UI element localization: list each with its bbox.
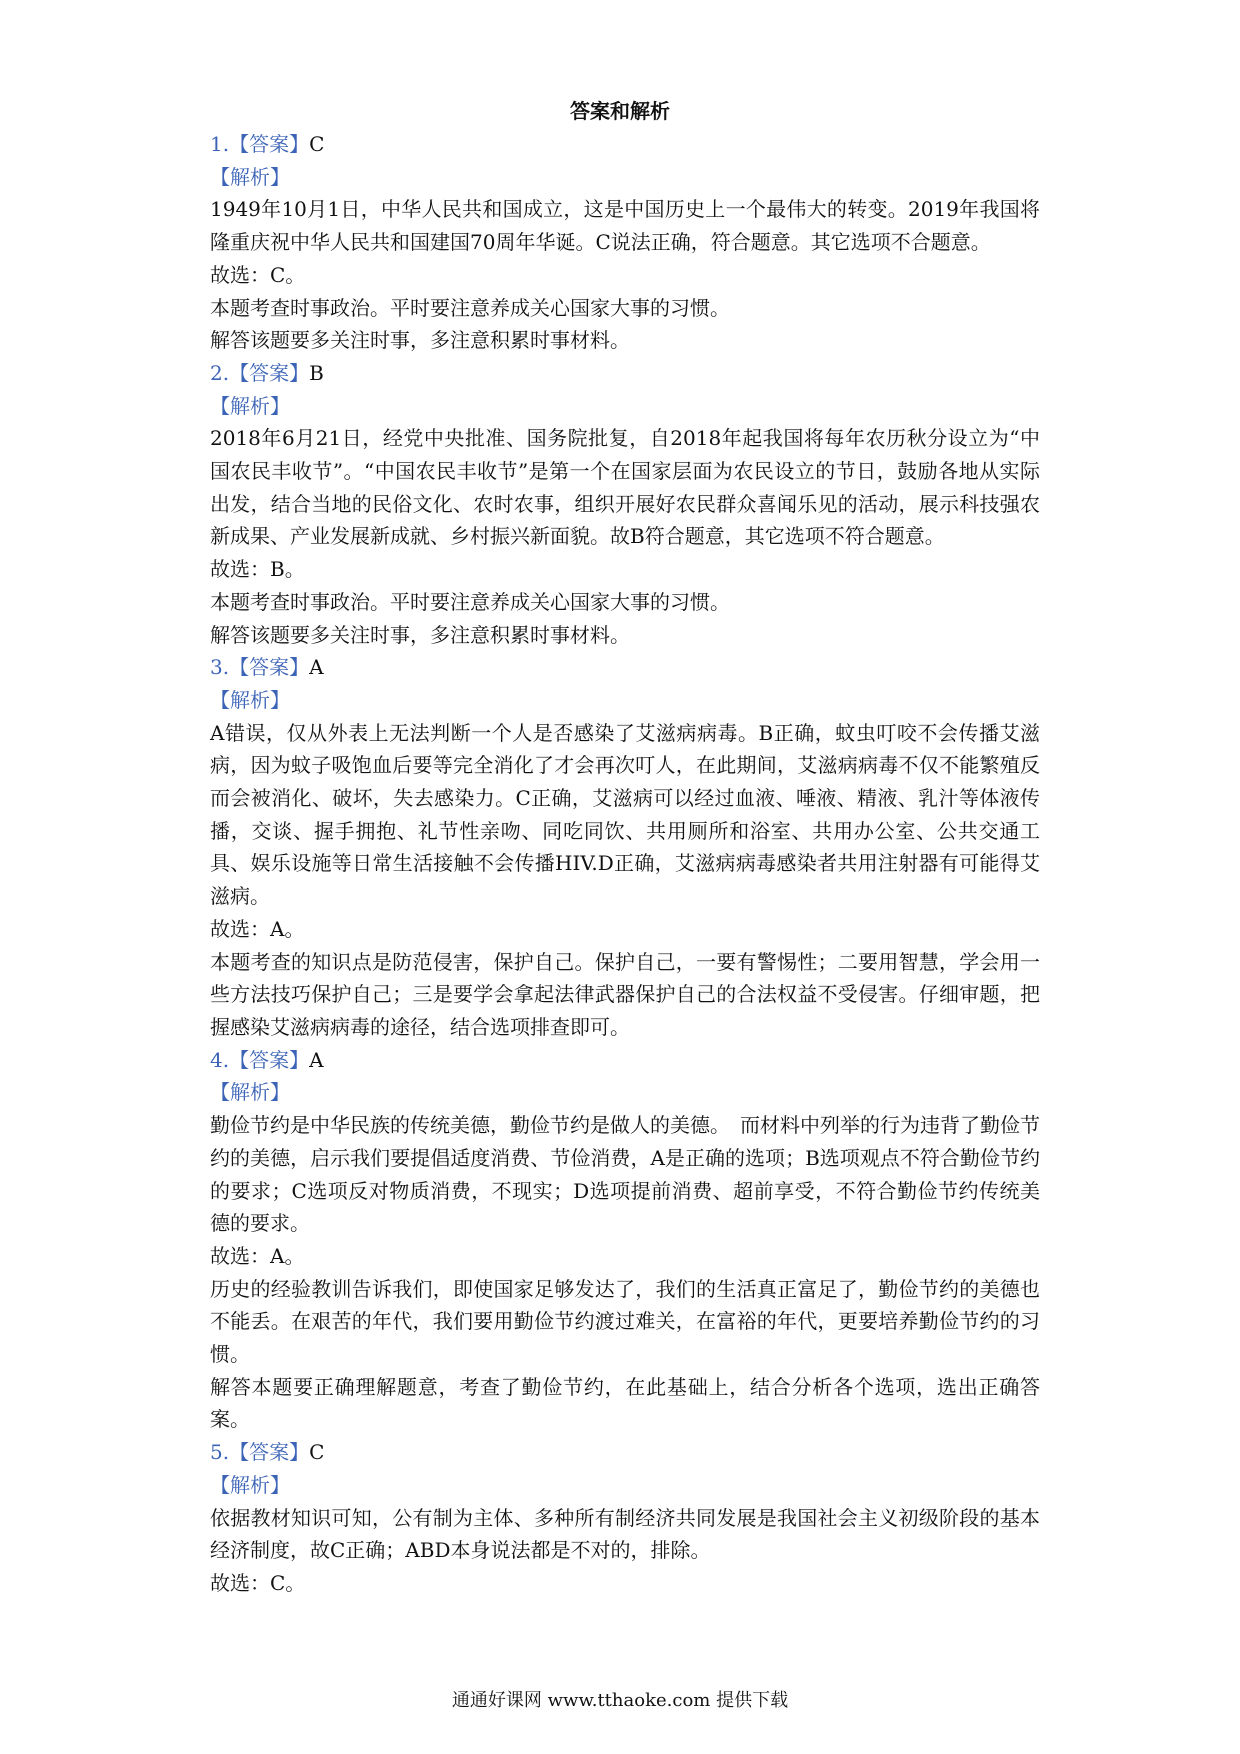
choice-line: 故选：C。 xyxy=(210,1570,306,1595)
analysis-label: 【解析】 xyxy=(210,1472,290,1497)
choice-line: 故选：C。 xyxy=(210,262,306,287)
page-title: 答案和解析 xyxy=(570,99,670,123)
question-1 xyxy=(210,128,1040,357)
note-paragraph: 解答该题要多关注时事，多注意积累时事材料。 xyxy=(210,328,630,353)
analysis-label: 【解析】 xyxy=(210,1080,290,1105)
analysis-paragraph: A错误，仅从外表上无法判断一个人是否感染了艾滋病病毒。B正确，蚊虫叮咬不会传播艾滋病，因为蚊子吸饱血后要等完全消化了才会再次叮人，在此期间，艾滋病病毒不仅不能繁殖反而会被消化、破坏，失去感染力。C正确，艾滋病可以经过血液、唾液、精液、乳汁等体液传播，交谈、握手拥抱、礼节性亲吻、同吃同饮、共用厕所和浴室、共用办公室、公共交通工具、娱乐设施等日常生活接触不会传播HIV.D正确，艾滋病病毒感染者共用注射器有可能得艾滋病。 xyxy=(210,720,1040,909)
analysis-label: 【解析】 xyxy=(210,164,290,189)
answer-value: A xyxy=(309,1047,324,1072)
answer-label: 3.【答案】 xyxy=(210,655,310,680)
answer-line xyxy=(210,651,1040,684)
answer-value: C xyxy=(309,132,325,156)
answer-line xyxy=(210,357,1040,390)
choice-line: 故选：A。 xyxy=(210,916,305,941)
answer-value: B xyxy=(309,360,324,385)
answer-line xyxy=(210,128,1040,161)
analysis-paragraph: 2018年6月21日，经党中央批准、国务院批复，自2018年起我国将每年农历秋分设立为“中国农民丰收节”。“中国农民丰收节”是第一个在国家层面为农民设立的节日，鼓励各地从实际出发，结合当地的民俗文化、农时农事，组织开展好农民群众喜闻乐见的活动，展示科技强农新成果、产业发展新成就、乡村振兴新面貌。故B符合题意，其它选项不符合题意。 xyxy=(210,426,1040,549)
answer-label: 2.【答案】 xyxy=(210,360,310,385)
note-paragraph: 解答本题要正确理解题意，考查了勤俭节约，在此基础上，结合分析各个选项，选出正确答案。 xyxy=(210,1374,1040,1432)
answer-label: 5.【答案】 xyxy=(210,1440,310,1465)
note-paragraph: 解答该题要多关注时事，多注意积累时事材料。 xyxy=(210,622,630,647)
answer-line xyxy=(210,1044,1040,1077)
answer-content xyxy=(210,128,1040,1600)
answer-label: 4.【答案】 xyxy=(210,1047,310,1072)
note-paragraph: 本题考查时事政治。平时要注意养成关心国家大事的习惯。 xyxy=(210,589,730,614)
answer-value: C xyxy=(309,1440,325,1465)
note-paragraph: 历史的经验教训告诉我们，即使国家足够发达了，我们的生活真正富足了，勤俭节约的美德也不能丢。在艰苦的年代，我们要用勤俭节约渡过难关，在富裕的年代，更要培养勤俭节约的习惯。 xyxy=(210,1276,1040,1367)
note-paragraph: 本题考查的知识点是防范侵害，保护自己。保护自己，一要有警惕性；二要用智慧，学会用一些方法技巧保护自己；三是要学会拿起法律武器保护自己的合法权益不受侵害。仔细审题，把握感染艾滋病病毒的途径，结合选项排查即可。 xyxy=(210,949,1040,1039)
choice-line: 故选：A。 xyxy=(210,1243,305,1268)
question-4 xyxy=(210,1044,1040,1436)
question-2 xyxy=(210,357,1040,651)
question-3 xyxy=(210,651,1040,1043)
analysis-label: 【解析】 xyxy=(210,687,290,712)
choice-line: 故选：B。 xyxy=(210,557,305,582)
answer-label: 1.【答案】 xyxy=(210,132,310,156)
analysis-paragraph: 1949年10月1日，中华人民共和国成立，这是中国历史上一个最伟大的转变。2019年我国将隆重庆祝中华人民共和国建国70周年华诞。C说法正确，符合题意。其它选项不合题意。 xyxy=(210,197,1040,255)
question-5 xyxy=(210,1436,1040,1600)
page-footer: 通通好课网 www.tthaoke.com 提供下载 xyxy=(451,1690,789,1711)
analysis-paragraph: 依据教材知识可知，公有制为主体、多种所有制经济共同发展是我国社会主义初级阶段的基本经济制度，故C正确；ABD本身说法都是不对的，排除。 xyxy=(210,1505,1040,1563)
analysis-paragraph: 勤俭节约是中华民族的传统美德，勤俭节约是做人的美德。 而材料中列举的行为违背了勤俭节约的美德，启示我们要提倡适度消费、节俭消费，A是正确的选项；B选项观点不符合勤俭节约的要求；C选项反对物质消费，不现实；D选项提前消费、超前享受，不符合勤俭节约传统美德的要求。 xyxy=(210,1113,1040,1236)
analysis-label: 【解析】 xyxy=(210,393,290,418)
answer-value: A xyxy=(309,655,324,680)
note-paragraph: 本题考查时事政治。平时要注意养成关心国家大事的习惯。 xyxy=(210,295,730,320)
answer-line xyxy=(210,1436,1040,1469)
